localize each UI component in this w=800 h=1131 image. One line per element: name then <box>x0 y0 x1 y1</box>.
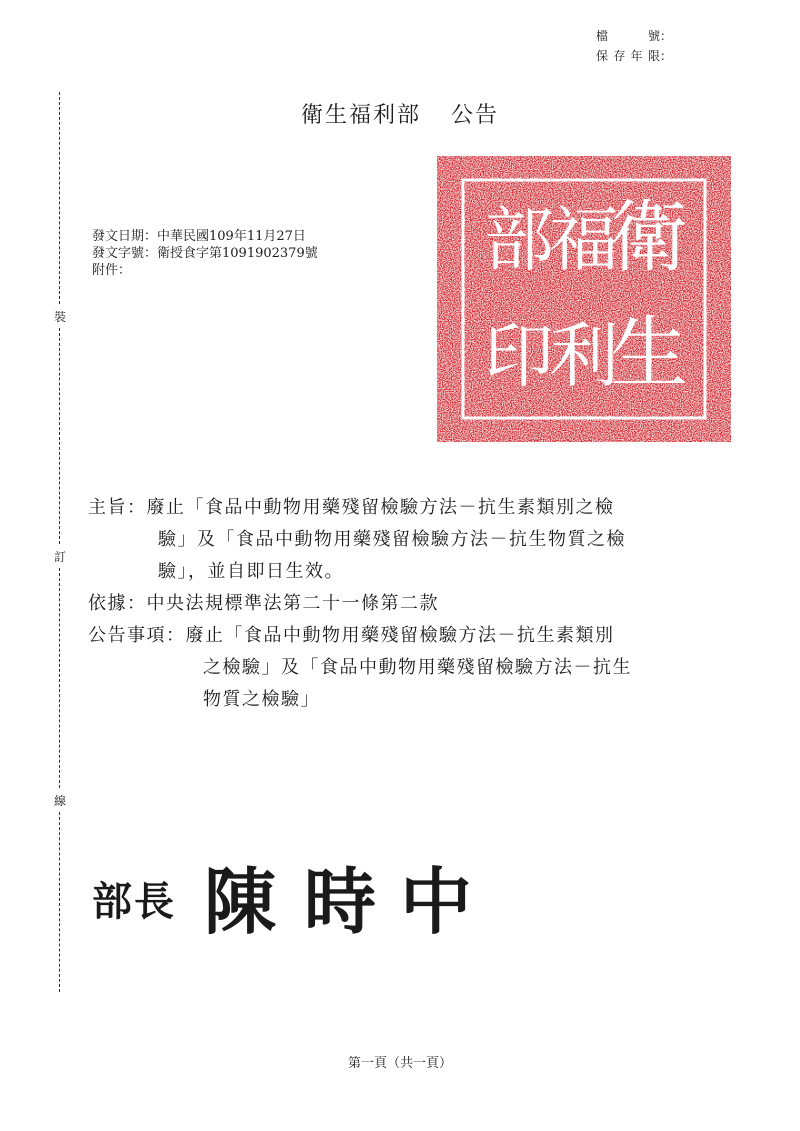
seal-char: 福 <box>549 199 619 281</box>
binding-line-segment <box>59 92 60 304</box>
file-info <box>596 26 673 66</box>
issue-date-label: 發文日期： <box>92 229 158 244</box>
file-number-row <box>596 26 673 46</box>
binding-line-segment <box>59 328 60 544</box>
attachment-row <box>92 262 318 279</box>
official-seal <box>437 156 731 442</box>
retention-label: 保存年限 <box>596 49 660 63</box>
retention-colon: ： <box>660 49 673 63</box>
document-title <box>220 98 580 129</box>
announcement-item-line: 之檢驗」及「食品中動物用藥殘留檢驗方法－抗生 <box>203 657 632 678</box>
issue-date-row <box>92 228 318 245</box>
subject-line: 驗」，並自即日生效。 <box>158 561 344 582</box>
binding-mark: 訂 <box>50 548 70 565</box>
agency-name: 衛生福利部 <box>300 103 421 128</box>
binding-line-segment <box>59 568 60 788</box>
file-number-label: 檔 號 <box>596 29 660 43</box>
binding-mark: 裝 <box>50 308 70 325</box>
seal-char: 利 <box>549 315 619 397</box>
seal-char: 衛 <box>609 193 689 283</box>
subject-line: 主旨：廢止「食品中動物用藥殘留檢驗方法－抗生素類別之檢 <box>88 497 615 518</box>
seal-graphic <box>437 156 731 442</box>
retention-row <box>596 46 673 66</box>
basis-line: 依據：中央法規標準法第二十一條第二款 <box>88 593 439 614</box>
document-type: 公告 <box>451 103 500 128</box>
minister-signature <box>92 838 492 948</box>
page-number: 第一頁（共一頁） <box>347 1056 452 1071</box>
binding-line-segment <box>59 812 60 992</box>
issue-number-label: 發文字號： <box>92 246 158 261</box>
signature-name-char: 時 <box>304 859 377 944</box>
file-number-colon: ： <box>660 29 673 43</box>
issue-number-value: 衛授食字第1091902379號 <box>157 246 318 261</box>
signature-name-char: 陳 <box>204 859 277 944</box>
binding-mark: 線 <box>50 792 70 809</box>
seal-char: 印 <box>484 315 554 397</box>
announcement-item-line: 公告事項：廢止「食品中動物用藥殘留檢驗方法－抗生素類別 <box>88 625 615 646</box>
seal-char: 部 <box>484 199 554 281</box>
binding-margin <box>50 92 70 992</box>
signature-name-char: 中 <box>400 859 473 944</box>
subject-line: 驗」及「食品中動物用藥殘留檢驗方法－抗生物質之檢 <box>158 529 626 550</box>
issue-date-value: 中華民國109年11月27日 <box>157 229 306 244</box>
attachment-label: 附件： <box>92 263 132 278</box>
announcement-body <box>88 492 632 716</box>
seal-char: 生 <box>609 309 689 399</box>
announcement-item-line: 物質之檢驗」 <box>203 689 320 710</box>
signature-title: 部長 <box>92 878 176 925</box>
issue-number-row <box>92 245 318 262</box>
issue-meta <box>92 228 318 279</box>
